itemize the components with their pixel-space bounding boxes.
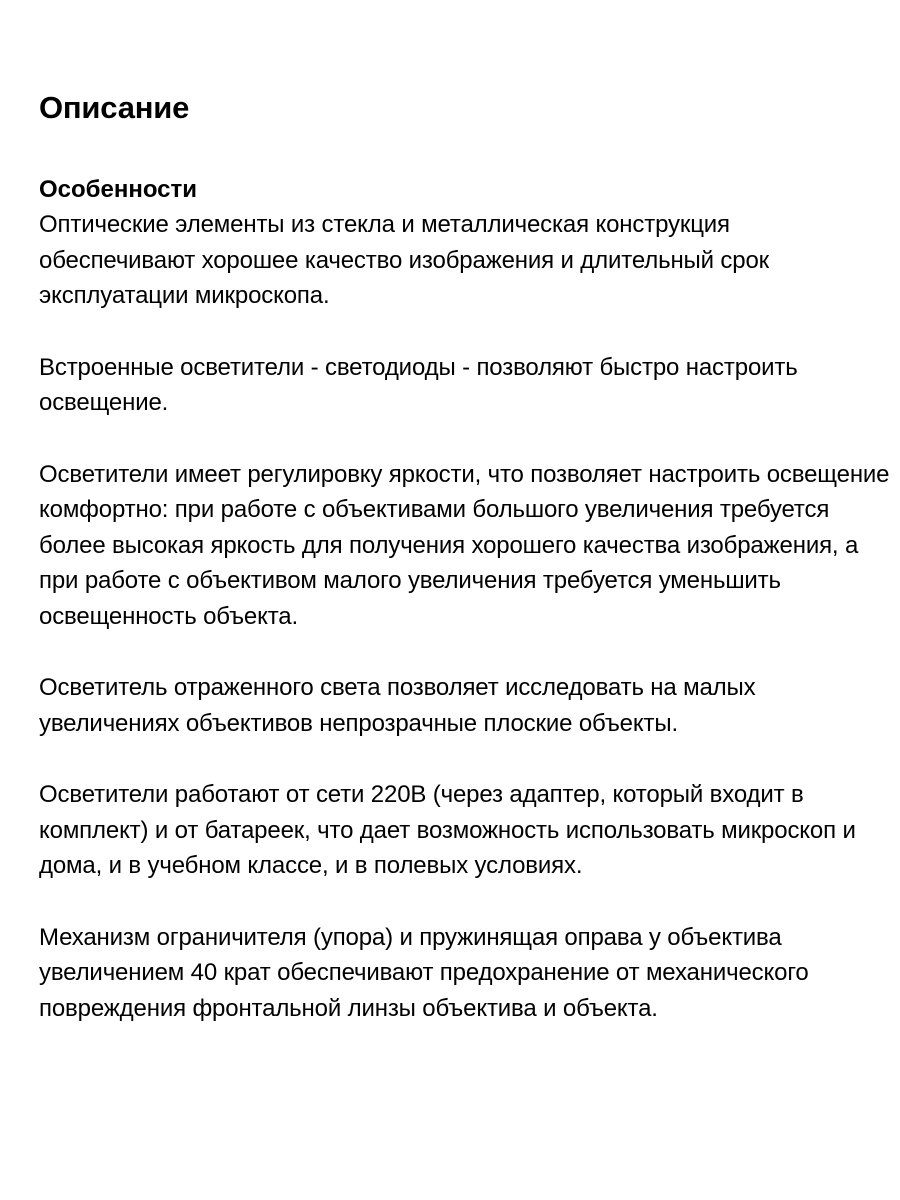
description-page: [39, 88, 891, 1026]
paragraph-stop-mechanism: Механизм ограничителя (упора) и пружинящая оправа у объектива увеличением 40 крат обеспечивают предохранение от механического повреждения фронтальной линзы объектива и объекта.: [39, 923, 809, 1022]
features-heading: Особенности: [39, 176, 198, 203]
paragraph-optics: Оптические элементы из стекла и металлическая конструкция обеспечивают хорошее качество изображения и длительный срок эксплуатации микроскопа.: [39, 211, 770, 309]
features-section: [39, 172, 891, 1026]
paragraph-brightness: Осветители имеет регулировку яркости, что позволяет настроить освещение комфортно: при работе с объективами большого увеличения требуется более высокая яркость для получения хорошего качества изображения, а при работе с объективом малого увеличения требуется уменьшить освещенность объекта.: [39, 460, 890, 630]
paragraph-power: Осветители работают от сети 220В (через адаптер, который входит в комплект) и от батареек, что дает возможность использовать микроскоп и дома, и в учебном классе, и в полевых условиях.: [39, 781, 856, 879]
page-title: Описание: [39, 90, 190, 125]
paragraph-reflected-light: Осветитель отраженного света позволяет исследовать на малых увеличениях объективов непрозрачные плоские объекты.: [39, 674, 756, 737]
paragraph-leds: Встроенные осветители - светодиоды - позволяют быстро настроить освещение.: [39, 353, 798, 416]
